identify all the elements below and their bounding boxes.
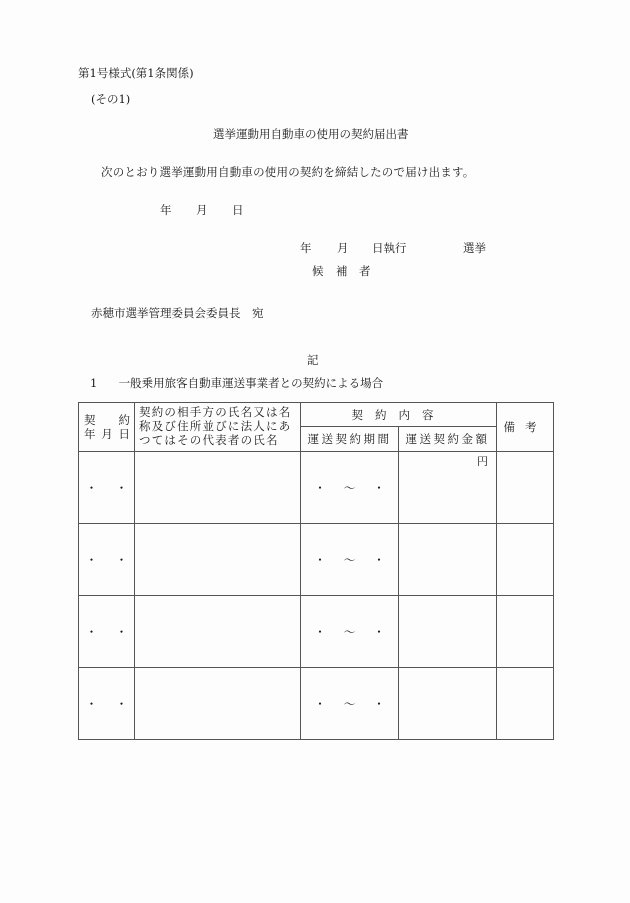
period-separator: ・ (373, 552, 385, 567)
remarks-cell[interactable] (497, 452, 554, 524)
header-remarks: 備考 (497, 403, 554, 452)
contract-date-cell[interactable] (79, 668, 135, 740)
period-separator: ・ (314, 624, 326, 639)
header-contract-content: 契約内容 (301, 403, 497, 427)
section-number: 1 (90, 376, 98, 390)
form-number: 第1号様式(第1条関係) (78, 66, 194, 80)
header-date-char: 日 (118, 427, 130, 441)
date-separator: ・ (115, 696, 128, 711)
period-tilde: ～ (343, 552, 356, 567)
table-header-row (79, 403, 554, 427)
table-row (79, 668, 554, 740)
intro-text: 次のとおり選挙運動用自動車の使用の契約を締結したので届け出ます。 (101, 165, 475, 179)
header-date-char: 契 (84, 413, 96, 427)
period-tilde: ～ (343, 624, 356, 639)
section-heading (90, 376, 383, 390)
period-separator: ・ (373, 480, 385, 495)
date-separator: ・ (115, 552, 128, 567)
period-separator: ・ (314, 552, 326, 567)
date-separator: ・ (115, 480, 128, 495)
section-label: 一般乗用旅客自動車運送事業者との契約による場合 (118, 376, 384, 390)
remarks-cell[interactable] (497, 596, 554, 668)
election-month-label: 月 (337, 241, 349, 255)
transport-period-cell[interactable] (301, 596, 399, 668)
table-row (79, 452, 554, 524)
header-contract-party: 契約の相手方の氏名又は名称及び住所並びに法人にあつてはその代表者の氏名 (135, 403, 301, 452)
table-row (79, 524, 554, 596)
yen-unit: 円 (477, 455, 488, 468)
transport-amount-cell[interactable] (399, 524, 497, 596)
date-separator: ・ (85, 552, 98, 567)
period-separator: ・ (373, 624, 385, 639)
transport-amount-cell[interactable] (399, 668, 497, 740)
date-separator: ・ (85, 624, 98, 639)
election-label: 選挙 (463, 241, 486, 255)
candidate-char-1: 候 (312, 264, 324, 278)
transport-period-cell[interactable] (301, 668, 399, 740)
remarks-cell[interactable] (497, 668, 554, 740)
submission-day-label: 日 (232, 203, 244, 217)
form-sub-number: (その1) (91, 92, 131, 106)
date-separator: ・ (115, 624, 128, 639)
transport-period-cell[interactable] (301, 452, 399, 524)
contract-party-cell[interactable] (135, 452, 301, 524)
candidate-char-2: 補 (336, 264, 348, 278)
period-separator: ・ (314, 480, 326, 495)
contract-table (78, 402, 554, 740)
period-tilde: ～ (343, 480, 356, 495)
contract-party-cell[interactable] (135, 596, 301, 668)
election-year-label: 年 (300, 241, 312, 255)
header-transport-amount: 運送契約金額 (399, 427, 497, 452)
period-separator: ・ (373, 696, 385, 711)
transport-amount-cell[interactable] (399, 452, 497, 524)
contract-date-cell[interactable] (79, 524, 135, 596)
header-date-char: 月 (101, 427, 113, 441)
table-row (79, 596, 554, 668)
contract-party-cell[interactable] (135, 668, 301, 740)
header-date-char: 約 (118, 413, 130, 427)
header-transport-period: 運送契約期間 (301, 427, 399, 452)
addressee: 赤穂市選挙管理委員会委員長 宛 (91, 306, 264, 320)
header-contract-date (79, 403, 135, 452)
ki-heading: 記 (307, 353, 319, 367)
document-title: 選挙運動用自動車の使用の契約届出書 (213, 127, 409, 141)
submission-year-label: 年 (160, 203, 172, 217)
submission-month-label: 月 (196, 203, 208, 217)
candidate-char-3: 者 (359, 264, 371, 278)
transport-amount-cell[interactable] (399, 596, 497, 668)
date-separator: ・ (85, 480, 98, 495)
transport-period-cell[interactable] (301, 524, 399, 596)
remarks-cell[interactable] (497, 524, 554, 596)
contract-date-cell[interactable] (79, 452, 135, 524)
contract-party-cell[interactable] (135, 524, 301, 596)
period-tilde: ～ (343, 696, 356, 711)
date-separator: ・ (85, 696, 98, 711)
contract-date-cell[interactable] (79, 596, 135, 668)
header-date-char: 年 (84, 427, 96, 441)
election-day-executed-label: 日執行 (372, 241, 407, 255)
period-separator: ・ (314, 696, 326, 711)
